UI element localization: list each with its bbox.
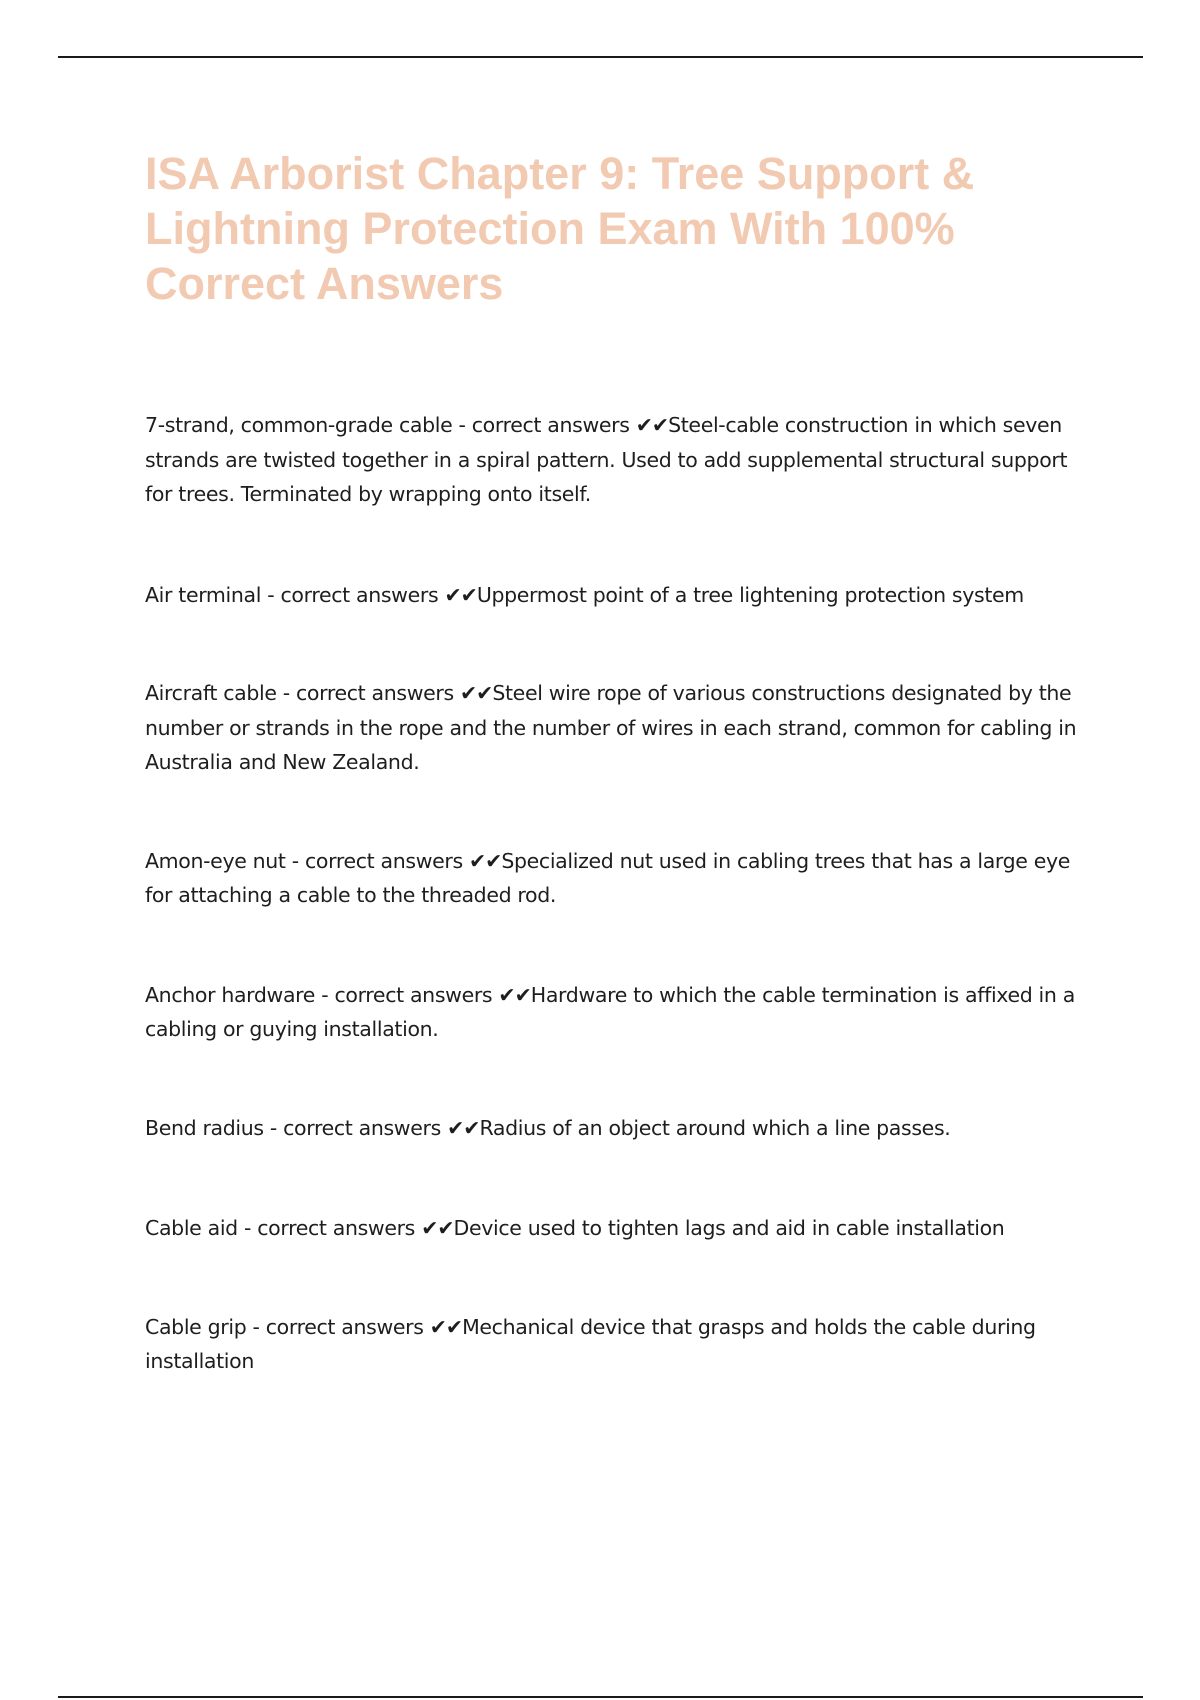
entry-definition: Steel wire rope of various constructions designated by the number or strands in the rope and the number of wires in each strand, common for cabling in Australia and New Zealand. [145,681,1077,774]
double-check-icon: ✔✔ [421,1216,454,1240]
entry-answer-marker: correct answers [265,1314,424,1339]
double-check-icon: ✔✔ [447,1115,480,1140]
entry-term: Bend radius [145,1115,264,1140]
flashcard-entry [145,676,1095,780]
entry-answer-marker: correct answers [305,848,463,873]
flashcard-entry [145,1310,1095,1379]
double-check-icon: ✔✔ [459,681,493,705]
entry-term: Aircraft cable [145,681,277,705]
flashcard-entry [145,844,1095,913]
entry-separator: - [315,982,335,1007]
entry-term: 7-strand, common-grade cable [145,413,453,437]
entry-separator: - [261,582,281,607]
entry-definition: Radius of an object around which a line passes. [479,1115,951,1140]
entry-separator: - [452,413,472,437]
flashcard-entry [145,978,1095,1047]
entry-separator: - [237,1216,258,1240]
entry-term: Air terminal [145,582,262,607]
entry-definition: Hardware to which the cable termination is affixed in a cabling or guying installation. [145,982,1075,1041]
entry-definition: Device used to tighten lags and aid in cable installation [453,1216,1005,1240]
top-rule [58,56,1143,58]
entry-definition: Uppermost point of a tree lightening protection system [476,582,1024,607]
double-check-icon: ✔✔ [635,413,669,437]
document-title: ISA Arborist Chapter 9: Tree Support & Lightning Protection Exam With 100% Correct Answers [145,148,975,309]
entry-answer-marker: correct answers [296,681,454,705]
entry-term: Amon-eye nut [145,848,286,873]
flashcard-entry [145,408,1095,512]
bottom-rule [58,1696,1143,1698]
flashcard-entry [145,1111,1095,1146]
entry-definition: Steel-cable construction in which seven strands are twisted together in a spiral pattern. Used to add supplemental structural support for trees. Terminated by wrapping onto itself. [145,413,1068,506]
entry-definition: Specialized nut used in cabling trees that has a large eye for attaching a cable to the threaded rod. [145,848,1071,907]
flashcard-entry [145,578,1095,613]
flashcard-entry [145,1211,1095,1246]
entry-answer-marker: correct answers [283,1115,441,1140]
double-check-icon: ✔✔ [444,582,477,607]
entry-answer-marker: correct answers [334,982,493,1007]
entry-answer-marker: correct answers [471,413,630,437]
double-check-icon: ✔✔ [498,982,531,1007]
entry-definition: Mechanical device that grasps and holds the cable during installation [145,1314,1036,1373]
entry-separator: - [276,681,297,705]
entry-separator: - [263,1115,284,1140]
entry-term: Cable aid [145,1216,238,1240]
entry-term: Cable grip [145,1314,247,1339]
double-check-icon: ✔✔ [468,848,502,873]
entry-separator: - [285,848,306,873]
entry-term: Anchor hardware [145,982,316,1007]
entry-answer-marker: correct answers [257,1216,416,1240]
entry-answer-marker: correct answers [280,582,439,607]
flashcard-list [145,408,1095,1379]
entry-separator: - [246,1314,266,1339]
double-check-icon: ✔✔ [429,1314,463,1339]
